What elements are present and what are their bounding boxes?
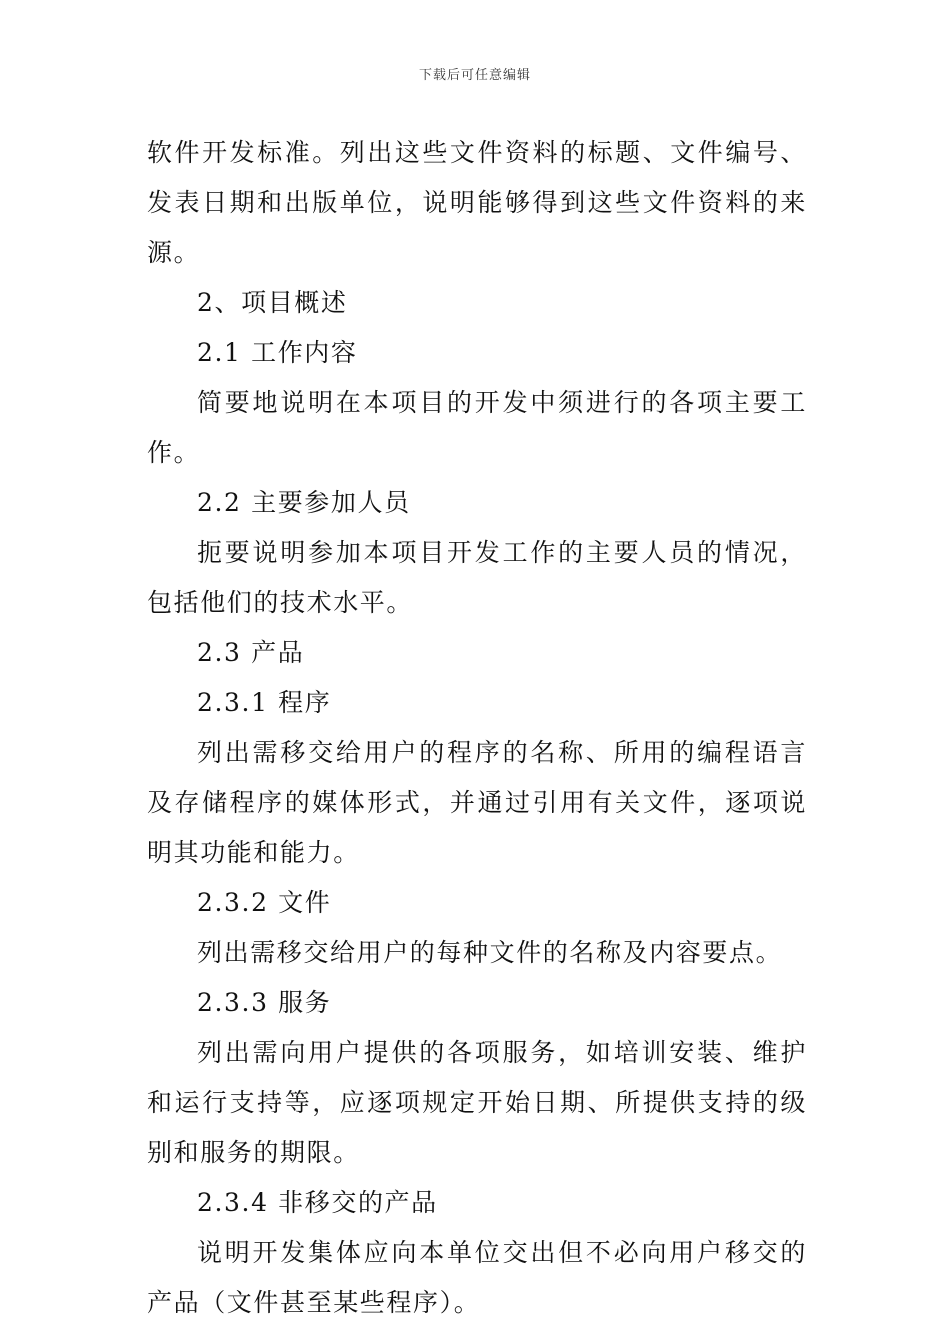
section-2-2-heading: 2.2 主要参加人员: [197, 488, 411, 517]
section-2-1-body: 简要地说明在本项目的开发中须进行的各项主要工作。: [147, 388, 807, 467]
section-2-3-4-body: 说明开发集体应向本单位交出但不必向用户移交的产品（文件甚至某些程序）。: [147, 1238, 807, 1317]
section-2-3-2-heading: 2.3.2 文件: [197, 888, 332, 917]
section-2-1-heading: 2.1 工作内容: [197, 338, 358, 367]
page-header: 下载后可任意编辑: [418, 68, 531, 83]
section-2-3-2-body: 列出需移交给用户的每种文件的名称及内容要点。: [197, 938, 783, 967]
section-2-3-1-body: 列出需移交给用户的程序的名称、所用的编程语言及存储程序的媒体形式，并通过引用有关文件，逐项说明其功能和能力。: [147, 738, 807, 867]
document-body: [147, 128, 807, 1328]
section-2-3-1-heading: 2.3.1 程序: [197, 688, 332, 717]
section-2-heading: 2、项目概述: [197, 288, 348, 317]
section-2-3-3-body: 列出需向用户提供的各项服务，如培训安装、维护和运行支持等，应逐项规定开始日期、所提供支持的级别和服务的期限。: [147, 1038, 807, 1167]
intro-continuation-paragraph: 软件开发标准。列出这些文件资料的标题、文件编号、发表日期和出版单位，说明能够得到这些文件资料的来源。: [147, 138, 807, 267]
section-2-3-3-heading: 2.3.3 服务: [197, 988, 332, 1017]
section-2-2-body: 扼要说明参加本项目开发工作的主要人员的情况，包括他们的技术水平。: [147, 538, 807, 617]
section-2-3-4-heading: 2.3.4 非移交的产品: [197, 1188, 438, 1217]
section-2-3-heading: 2.3 产品: [197, 638, 305, 667]
